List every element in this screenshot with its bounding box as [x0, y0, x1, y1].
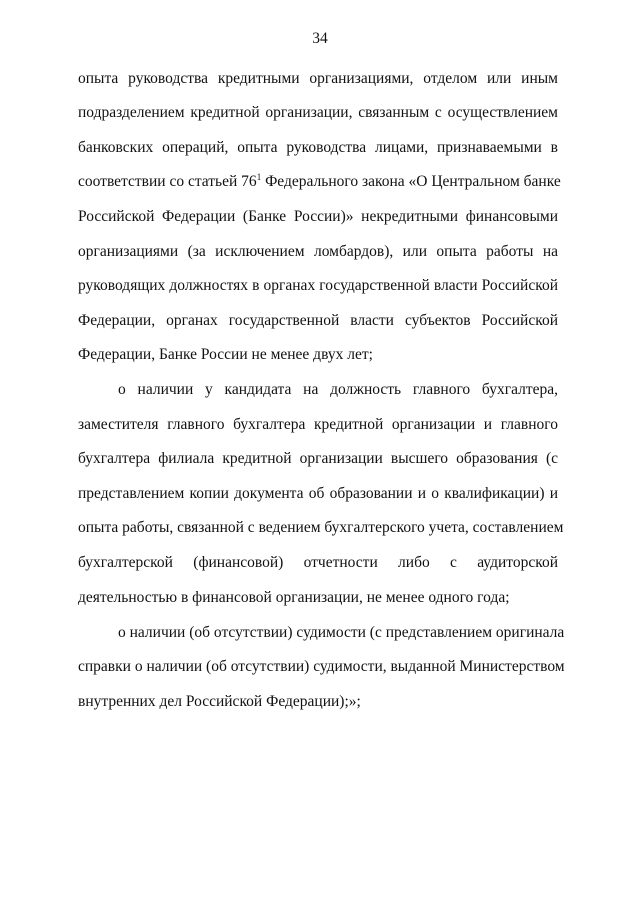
- paragraph-1-line-3: банковских операций, опыта руководства лицами, признаваемыми в: [78, 139, 558, 156]
- paragraph-3-line-1: о наличии (об отсутствии) судимости (с представлением оригинала: [118, 624, 565, 641]
- paragraph-2-line-6: бухгалтерской (финансовой) отчетности либо с аудиторской: [78, 554, 558, 571]
- paragraph-2-line-5: опыта работы, связанной с ведением бухгалтерского учета, составлением: [78, 519, 564, 536]
- paragraph-2-line-4: представлением копии документа об образовании и о квалификации) и: [78, 485, 558, 502]
- paragraph-1-line-8: Федерации, органах государственной власти субъектов Российской: [78, 312, 558, 329]
- paragraph-3-line-3: внутренних дел Российской Федерации);»;: [78, 693, 361, 710]
- paragraph-2-line-7: деятельностью в финансовой организации, не менее одного года;: [78, 589, 510, 606]
- paragraph-1-line-4: [78, 172, 561, 191]
- paragraph-1-line-6: организациями (за исключением ломбардов), или опыта работы на: [78, 243, 558, 260]
- page-number: 34: [312, 30, 328, 47]
- paragraph-1-line-7: руководящих должностях в органах государственной власти Российской: [78, 277, 558, 294]
- paragraph-1-line-1: опыта руководства кредитными организациями, отделом или иным: [78, 70, 558, 87]
- paragraph-2-line-1: о наличии у кандидата на должность главного бухгалтера,: [118, 381, 558, 398]
- paragraph-1-line-5: Российской Федерации (Банке России)» некредитными финансовыми: [78, 208, 558, 225]
- paragraph-2-line-3: бухгалтера филиала кредитной организации высшего образования (с: [78, 450, 558, 467]
- footnote-superscript: 1: [256, 172, 262, 182]
- line-4-tail: Федерального закона «О Центральном банке: [261, 173, 561, 190]
- paragraph-1-line-9: Федерации, Банке России не менее двух лет;: [78, 346, 373, 363]
- line-4-head: соответствии со статьей 76: [78, 173, 257, 190]
- paragraph-2-line-2: заместителя главного бухгалтера кредитной организации и главного: [78, 416, 558, 433]
- paragraph-3-line-2: справки о наличии (об отсутствии) судимости, выданной Министерством: [78, 658, 565, 675]
- paragraph-1-line-2: подразделением кредитной организации, связанным с осуществлением: [78, 104, 558, 121]
